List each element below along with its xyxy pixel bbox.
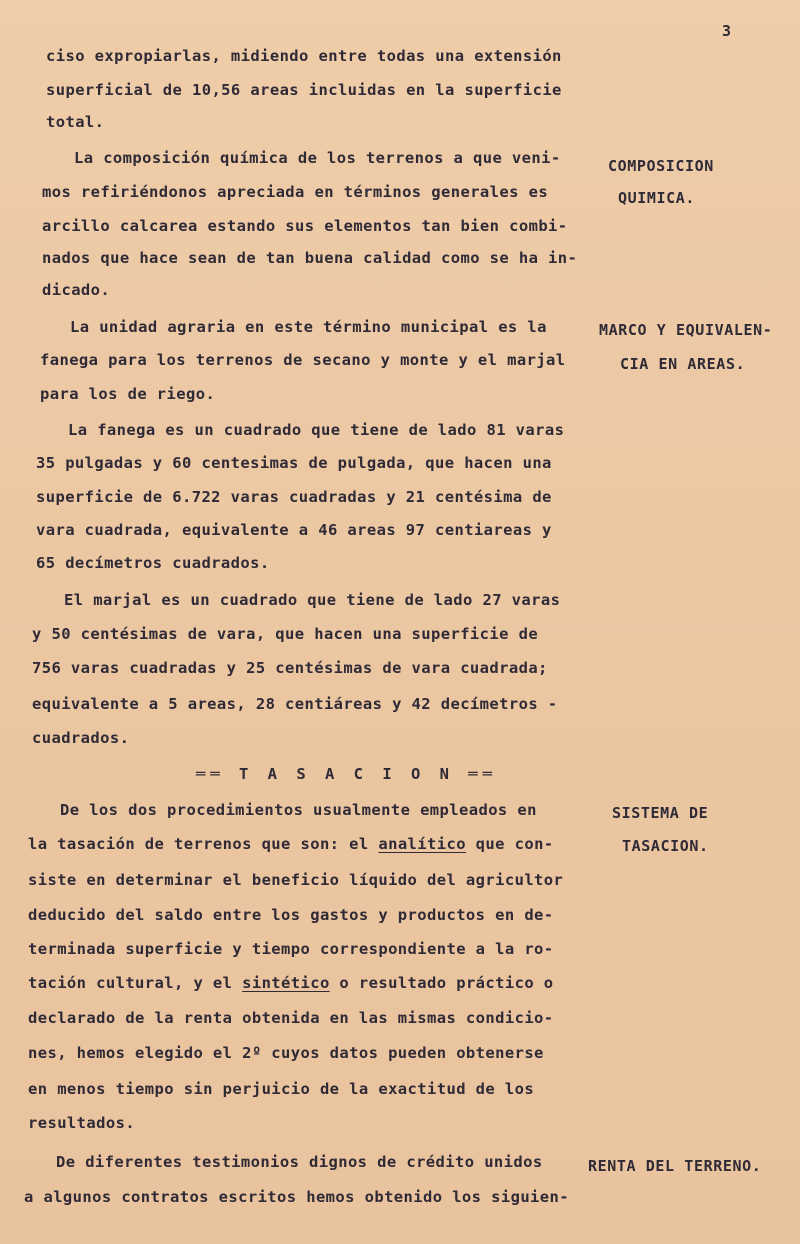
- margin-note: MARCO Y EQUIVALEN-: [599, 321, 773, 339]
- body-line: cuadrados.: [32, 729, 130, 747]
- body-line: De los dos procedimientos usualmente empleados en: [60, 801, 537, 819]
- body-line: en menos tiempo sin perjuicio de la exactitud de los: [28, 1080, 535, 1098]
- body-line: La composición química de los terrenos a que veni-: [74, 149, 561, 167]
- body-line: 65 decímetros cuadrados.: [36, 554, 270, 572]
- underlined-term: analítico: [378, 835, 466, 853]
- body-line: terminada superficie y tiempo correspondiente a la ro-: [28, 940, 554, 958]
- body-line: a algunos contratos escritos hemos obtenido los siguien-: [24, 1188, 569, 1206]
- body-line: fanega para los terrenos de secano y monte y el marjal: [40, 351, 566, 369]
- section-heading: ══ T A S A C I O N ══: [196, 765, 497, 783]
- body-line: nes, hemos elegido el 2º cuyos datos pueden obtenerse: [28, 1044, 544, 1062]
- margin-note: SISTEMA DE: [612, 804, 709, 822]
- body-line: 35 pulgadas y 60 centesimas de pulgada, que hacen una: [36, 454, 552, 472]
- body-line: De diferentes testimonios dignos de crédito unidos: [56, 1153, 543, 1171]
- margin-note: CIA EN AREAS.: [620, 355, 746, 373]
- body-line: El marjal es un cuadrado que tiene de lado 27 varas: [64, 591, 561, 609]
- body-line: superficial de 10,56 areas incluidas en la superficie: [46, 81, 562, 99]
- body-line: la tasación de terrenos que son: el analítico que con-: [28, 835, 554, 853]
- body-line: La fanega es un cuadrado que tiene de lado 81 varas: [68, 421, 565, 439]
- body-line: y 50 centésimas de vara, que hacen una superficie de: [32, 625, 539, 643]
- body-line: declarado de la renta obtenida en las mismas condicio-: [28, 1009, 554, 1027]
- body-line: superficie de 6.722 varas cuadradas y 21 centésima de: [36, 488, 552, 506]
- margin-note: COMPOSICION: [608, 157, 714, 175]
- body-line: deducido del saldo entre los gastos y productos en de-: [28, 906, 554, 924]
- margin-note: TASACION.: [622, 837, 709, 855]
- underlined-term: sintético: [242, 974, 330, 992]
- body-line: mos refiriéndonos apreciada en términos generales es: [42, 183, 549, 201]
- body-line: total.: [46, 113, 105, 131]
- body-line: nados que hace sean de tan buena calidad como se ha in-: [42, 249, 578, 267]
- margin-note: QUIMICA.: [618, 189, 696, 207]
- body-line: ciso expropiarlas, midiendo entre todas una extensión: [46, 47, 562, 65]
- page-number: 3: [722, 22, 732, 40]
- body-line: 756 varas cuadradas y 25 centésimas de vara cuadrada;: [32, 659, 548, 677]
- body-line: para los de riego.: [40, 385, 216, 403]
- body-line: La unidad agraria en este término municipal es la: [70, 318, 547, 336]
- body-line: equivalente a 5 areas, 28 centiáreas y 42 decímetros -: [32, 695, 558, 713]
- margin-note: RENTA DEL TERRENO.: [588, 1157, 762, 1175]
- body-line: tación cultural, y el sintético o resultado práctico o: [28, 974, 554, 992]
- body-line: arcillo calcarea estando sus elementos tan bien combi-: [42, 217, 568, 235]
- body-line: resultados.: [28, 1114, 136, 1132]
- body-line: siste en determinar el beneficio líquido del agricultor: [28, 871, 564, 889]
- body-line: dicado.: [42, 281, 111, 299]
- body-line: vara cuadrada, equivalente a 46 areas 97 centiareas y: [36, 521, 552, 539]
